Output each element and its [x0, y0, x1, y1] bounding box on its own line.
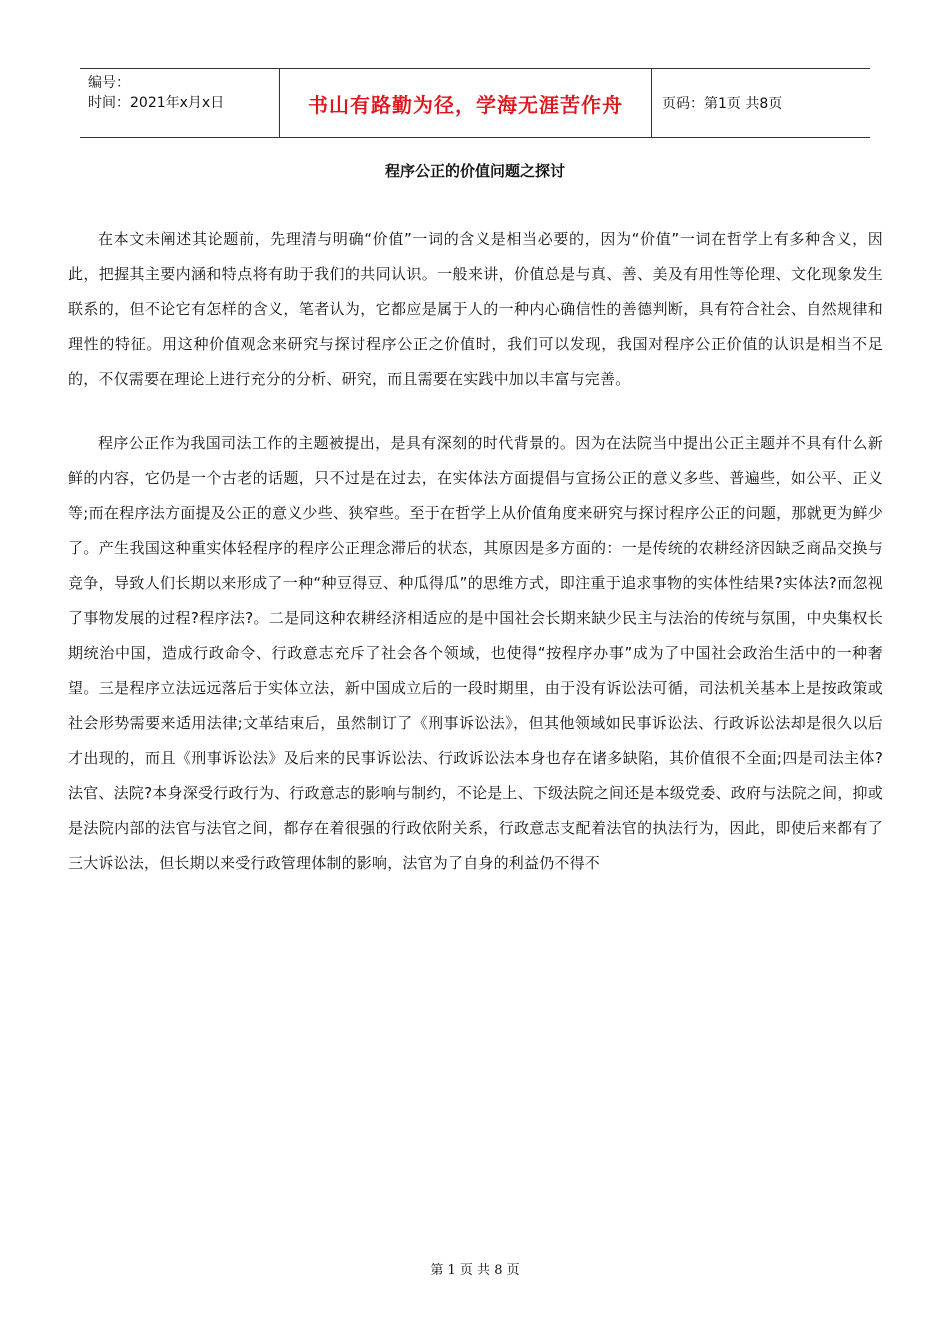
- document-title: 程序公正的价值问题之探讨: [384, 162, 565, 180]
- number-label: 编号：: [88, 75, 130, 91]
- page-info: 页码：第1页 共8页: [662, 96, 783, 112]
- motto-text: 书山有路勤为径，学海无涯苦作舟: [308, 92, 623, 117]
- date-label: 时间：2021年x月x日: [88, 95, 225, 111]
- body-paragraph: 程序公正作为我国司法工作的主题被提出，是具有深刻的时代背景的。因为在法院当中提出公正主题并不具有什么新鲜的内容，它仍是一个古老的话题，只不过是在过去，在实体法方面提倡与宣扬公正的意义多些、普遍些，如公平、正义等;而在程序法方面提及公正的意义少些、狭窄些。至于在哲学上从价值角度来研究与探讨程序公正的问题，那就更为鲜少了。产生我国这种重实体轻程序的程序公正理念滞后的状态，其原因是多方面的：一是传统的农耕经济因缺乏商品交换与竞争，导致人们长期以来形成了一种“种豆得豆、种瓜得瓜”的思维方式，即注重于追求事物的实体性结果?实体法?而忽视了事物发展的过程?程序法?。二是同这种农耕经济相适应的是中国社会长期来缺少民主与法治的传统与氛围，中央集权长期统治中国，造成行政命令、行政意志充斥了社会各个领域，也使得“按程序办事”成为了中国社会政治生活中的一种奢望。三是程序立法远远落后于实体立法，新中国成立后的一段时期里，由于没有诉讼法可循，司法机关基本上是按政策或社会形势需要来适用法律;文革结束后，虽然制订了《刑事诉讼法》，但其他领域如民事诉讼法、行政诉讼法却是很久以后才出现的，而且《刑事诉讼法》及后来的民事诉讼法、行政诉讼法本身也存在诸多缺陷，其价值很不全面;四是司法主体?法官、法院?本身深受行政行为、行政意志的影响与制约，不论是上、下级法院之间还是本级党委、政府与法院之间，抑或是法院内部的法官与法官之间，都存在着很强的行政依附关系，行政意志支配着法官的执法行为，因此，即使后来都有了三大诉讼法，但长期以来受行政管理体制的影响，法官为了自身的利益仍不得不: [68, 434, 883, 872]
- body-paragraph: 在本文未阐述其论题前，先理清与明确“价值”一词的含义是相当必要的，因为“价值”一词在哲学上有多种含义，因此，把握其主要内涵和特点将有助于我们的共同认识。一般来讲，价值总是与真、善、美及有用性等伦理、文化现象发生联系的，但不论它有怎样的含义，笔者认为，它都应是属于人的一种内心确信性的善德判断，具有符合社会、自然规律和理性的特征。用这种价值观念来研究与探讨程序公正之价值时，我们可以发现，我国对程序公正价值的认识是相当不足的，不仅需要在理论上进行充分的分析、研究，而且需要在实践中加以丰富与完善。: [68, 230, 883, 388]
- document-header: [80, 68, 870, 138]
- header-page-cell: [652, 69, 870, 137]
- document-body: [68, 222, 883, 910]
- page-footer: 第 1 页 共 8 页: [430, 1263, 520, 1278]
- header-meta-cell: [80, 69, 280, 137]
- header-motto-cell: [280, 69, 652, 137]
